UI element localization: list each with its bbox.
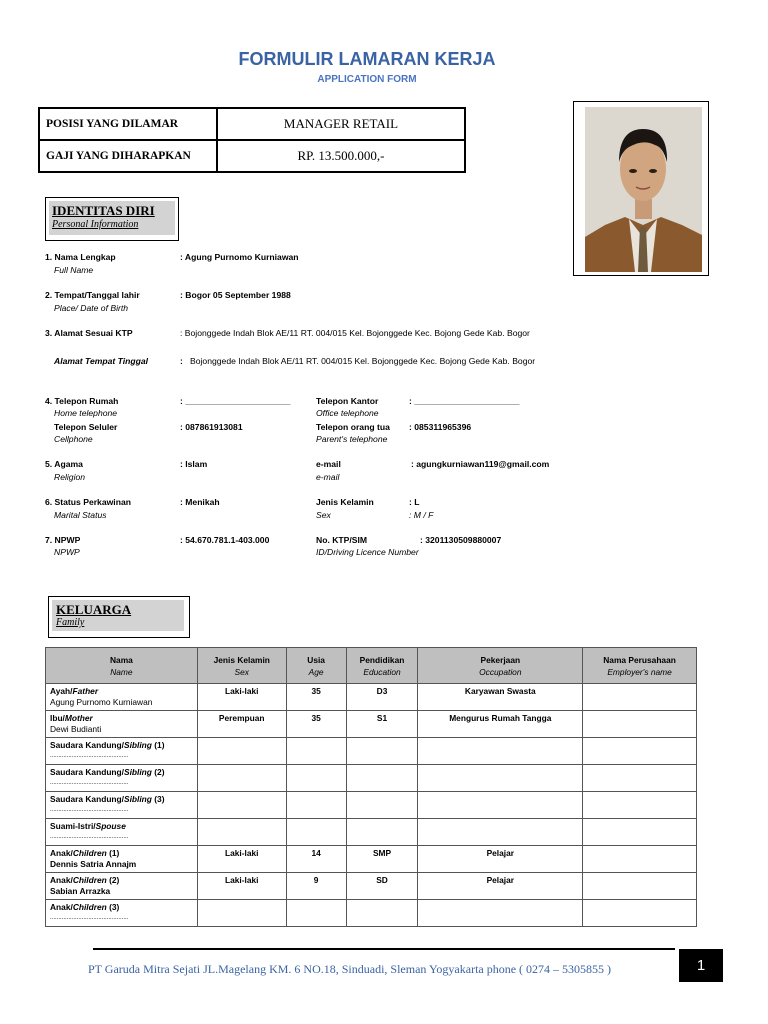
relation-en: Children [72,875,107,885]
relation-number: (3) [106,902,120,912]
family-edu-cell[interactable] [346,900,418,927]
family-col-header [583,648,697,684]
family-edu-cell[interactable]: SD [346,873,418,900]
family-age-cell[interactable] [286,792,346,819]
family-employer-cell[interactable] [583,792,697,819]
relation-en: Sibling [124,767,152,777]
family-sex-cell[interactable]: Perempuan [197,711,286,738]
ktp-sublabel: ID/Driving Licence Number [316,547,419,557]
member-name-blank: ............................................... [50,753,129,759]
residence-label: Alamat Tempat Tinggal [54,356,149,366]
cell-label: Telepon Seluler [54,422,118,432]
family-edu-cell[interactable] [346,738,418,765]
member-name: Sabian Arrazka [50,886,111,896]
footer-divider [93,948,675,950]
relation-en: Children [72,848,107,858]
identity-section-header [45,197,179,241]
relation-number: (1) [151,740,165,750]
family-col-header [346,648,418,684]
npwp-label: 7. NPWP [45,535,81,545]
family-job-cell[interactable] [418,765,583,792]
family-col-header-sub: Age [308,666,324,677]
family-row [46,684,697,711]
family-col-header [418,648,583,684]
family-col-header-sub: Name [110,666,133,677]
relation-id: Saudara Kandung/ [50,794,124,804]
email-sublabel: e-mail [316,472,340,482]
family-job-cell[interactable]: Pelajar [418,846,583,873]
office-phone-sublabel: Office telephone [316,408,379,418]
ktp-value[interactable]: : 3201130509880007 [420,535,502,545]
member-name: Dennis Satria Annajm [50,859,137,869]
family-job-cell[interactable] [418,819,583,846]
family-employer-cell[interactable] [583,873,697,900]
family-col-header-label: Jenis Kelamin [213,654,270,665]
relation-label [50,875,193,886]
parent-phone-sublabel: Parent's telephone [316,434,388,444]
relation-id: Anak/ [50,902,73,912]
relation-en: Children [72,902,107,912]
family-sex-cell[interactable]: Laki-laki [197,873,286,900]
relation-label [50,821,193,832]
family-title: KELUARGA [56,602,132,617]
relation-en: Mother [64,713,93,723]
email-value[interactable]: : agungkurniawan119@gmail.com [411,459,550,469]
relation-id: Saudara Kandung/ [50,767,124,777]
family-job-cell[interactable]: Pelajar [418,873,583,900]
page-number: 1 [679,949,723,982]
family-subtitle: Family [56,617,85,628]
sex-label: Jenis Kelamin [316,497,374,507]
address-label: 3. Alamat Sesuai KTP [45,328,133,338]
family-sex-cell[interactable] [197,792,286,819]
family-col-header-label: Usia [307,654,325,665]
ktp-label: No. KTP/SIM [316,535,368,545]
address-value[interactable]: : Bojonggede Indah Blok AE/11 RT. 004/015 Kel. Bojonggede Kec. Bojong Gede Kab. Bogor [180,328,530,338]
name-label: 1. Nama Lengkap [45,252,116,262]
family-col-header-sub: Employer's name [607,666,672,677]
family-edu-cell[interactable] [346,819,418,846]
relation-id: Ayah/ [50,686,73,696]
form-subtitle: APPLICATION FORM [317,74,417,85]
relation-label [50,686,193,697]
family-table [45,647,697,927]
cell-value[interactable]: : 087861913081 [180,422,243,432]
relation-label [50,794,193,805]
email-label: e-mail [316,459,341,469]
family-edu-cell[interactable] [346,792,418,819]
family-row [46,711,697,738]
sex-sublabel: Sex [316,510,331,520]
family-age-cell[interactable]: 14 [286,846,346,873]
family-sex-cell[interactable] [197,900,286,927]
family-age-cell[interactable] [286,819,346,846]
marital-value[interactable]: : Menikah [180,497,220,507]
marital-sublabel: Marital Status [54,510,107,520]
family-employer-cell[interactable] [583,846,697,873]
relation-id: Anak/ [50,848,73,858]
family-col-header [46,648,198,684]
birth-sublabel: Place/ Date of Birth [54,303,129,313]
family-job-cell[interactable] [418,738,583,765]
family-section-header [48,596,190,638]
form-title: FORMULIR LAMARAN KERJA [238,49,496,69]
residence-value[interactable]: Bojonggede Indah Blok AE/11 RT. 004/015 Kel. Bojonggede Kec. Bojong Gede Kab. Bogor [190,356,536,366]
family-edu-cell[interactable] [346,765,418,792]
birth-label: 2. Tempat/Tanggal lahir [45,290,140,300]
family-sex-cell[interactable]: Laki-laki [197,684,286,711]
family-col-header [197,648,286,684]
position-label: POSISI YANG DILAMAR [39,108,217,140]
family-col-header-label: Pendidikan [359,654,405,665]
family-edu-cell[interactable]: SMP [346,846,418,873]
family-member-cell[interactable] [46,792,198,819]
family-sex-cell[interactable] [197,765,286,792]
family-employer-cell[interactable] [583,765,697,792]
family-col-header-sub: Education [363,666,401,677]
identity-subtitle: Personal Information [52,219,139,230]
family-employer-cell[interactable] [583,711,697,738]
relation-label [50,713,193,724]
home-phone-sublabel: Home telephone [54,408,118,418]
member-name: Agung Purnomo Kurniawan [50,697,153,707]
relation-en: Spouse [95,821,126,831]
relation-label [50,902,193,913]
relation-id: Anak/ [50,875,73,885]
name-sublabel: Full Name [54,265,94,275]
family-col-header-label: Nama Perusahaan [603,654,676,665]
member-name-blank: ............................................... [50,807,129,813]
family-member-cell[interactable] [46,738,198,765]
family-age-cell[interactable]: 35 [286,711,346,738]
member-name-blank: ............................................... [50,915,129,921]
family-job-cell[interactable]: Karyawan Swasta [418,684,583,711]
family-col-header-label: Pekerjaan [480,654,521,665]
applicant-photo [585,107,702,272]
family-job-cell[interactable] [418,792,583,819]
salary-value[interactable]: RP. 13.500.000,- [217,140,465,172]
family-row [46,792,697,819]
name-value[interactable]: : Agung Purnomo Kurniawan [180,252,299,262]
relation-number: (3) [151,794,165,804]
position-value[interactable]: MANAGER RETAIL [217,108,465,140]
relation-en: Sibling [124,740,152,750]
residence-colon: : [180,356,183,366]
family-member-cell[interactable] [46,873,198,900]
birth-value[interactable]: : Bogor 05 September 1988 [180,290,291,300]
family-member-cell[interactable] [46,846,198,873]
parent-phone-value[interactable]: : 085311965396 [409,422,472,432]
family-employer-cell[interactable] [583,819,697,846]
position-table [38,107,466,173]
family-col-header-sub: Occupation [479,666,522,677]
family-employer-cell[interactable] [583,684,697,711]
family-row [46,765,697,792]
family-row [46,900,697,927]
family-age-cell[interactable] [286,900,346,927]
npwp-sublabel: NPWP [54,547,80,557]
salary-label: GAJI YANG DIHARAPKAN [39,140,217,172]
office-phone-label: Telepon Kantor [316,396,379,406]
family-col-header [286,648,346,684]
relation-label [50,848,193,859]
family-edu-cell[interactable]: D3 [346,684,418,711]
family-employer-cell[interactable] [583,738,697,765]
family-job-cell[interactable] [418,900,583,927]
religion-sublabel: Religion [54,472,86,482]
family-job-cell[interactable]: Mengurus Rumah Tangga [418,711,583,738]
relation-en: Father [72,686,99,696]
religion-value[interactable]: : Islam [180,459,208,469]
relation-id: Ibu/ [50,713,65,723]
member-name-blank: ............................................... [50,780,129,786]
religion-label: 5. Agama [45,459,83,469]
sex-options: : M / F [409,510,434,520]
marital-label: 6. Status Perkawinan [45,497,131,507]
family-member-cell[interactable] [46,900,198,927]
home-phone-value[interactable]: : ______________________ [180,396,291,406]
sex-value[interactable]: : L [409,497,420,507]
footer-address: PT Garuda Mitra Sejati JL.Magelang KM. 6 NO.18, Sinduadi, Sleman Yogyakarta phone ( 0274 – 5305855 ) [88,962,612,976]
member-name: Dewi Budianti [50,724,102,734]
family-age-cell[interactable] [286,765,346,792]
family-row [46,738,697,765]
family-col-header-label: Nama [109,654,133,665]
relation-label [50,740,193,751]
family-edu-cell[interactable]: S1 [346,711,418,738]
family-sex-cell[interactable]: Laki-laki [197,846,286,873]
family-row [46,873,697,900]
family-member-cell[interactable] [46,819,198,846]
parent-phone-label: Telepon orang tua [316,422,390,432]
relation-id: Saudara Kandung/ [50,740,124,750]
family-row [46,819,697,846]
relation-id: Suami-Istri/ [50,821,96,831]
identity-title: IDENTITAS DIRI [52,203,155,218]
member-name-blank: ............................................... [50,834,129,840]
family-member-cell[interactable] [46,711,198,738]
family-sex-cell[interactable] [197,819,286,846]
family-col-header-sub: Sex [234,666,249,677]
family-member-cell[interactable] [46,684,198,711]
relation-number: (2) [106,875,120,885]
family-age-cell[interactable] [286,738,346,765]
relation-en: Sibling [124,794,152,804]
family-row [46,846,697,873]
npwp-value[interactable]: : 54.670.781.1-403.000 [180,535,270,545]
office-phone-value[interactable]: : ______________________ [409,396,520,406]
family-employer-cell[interactable] [583,900,697,927]
family-age-cell[interactable]: 9 [286,873,346,900]
home-phone-label: 4. Telepon Rumah [45,396,119,406]
family-sex-cell[interactable] [197,738,286,765]
family-member-cell[interactable] [46,765,198,792]
relation-label [50,767,193,778]
relation-number: (1) [106,848,120,858]
family-age-cell[interactable]: 35 [286,684,346,711]
relation-number: (2) [151,767,165,777]
cell-sublabel: Cellphone [54,434,93,444]
